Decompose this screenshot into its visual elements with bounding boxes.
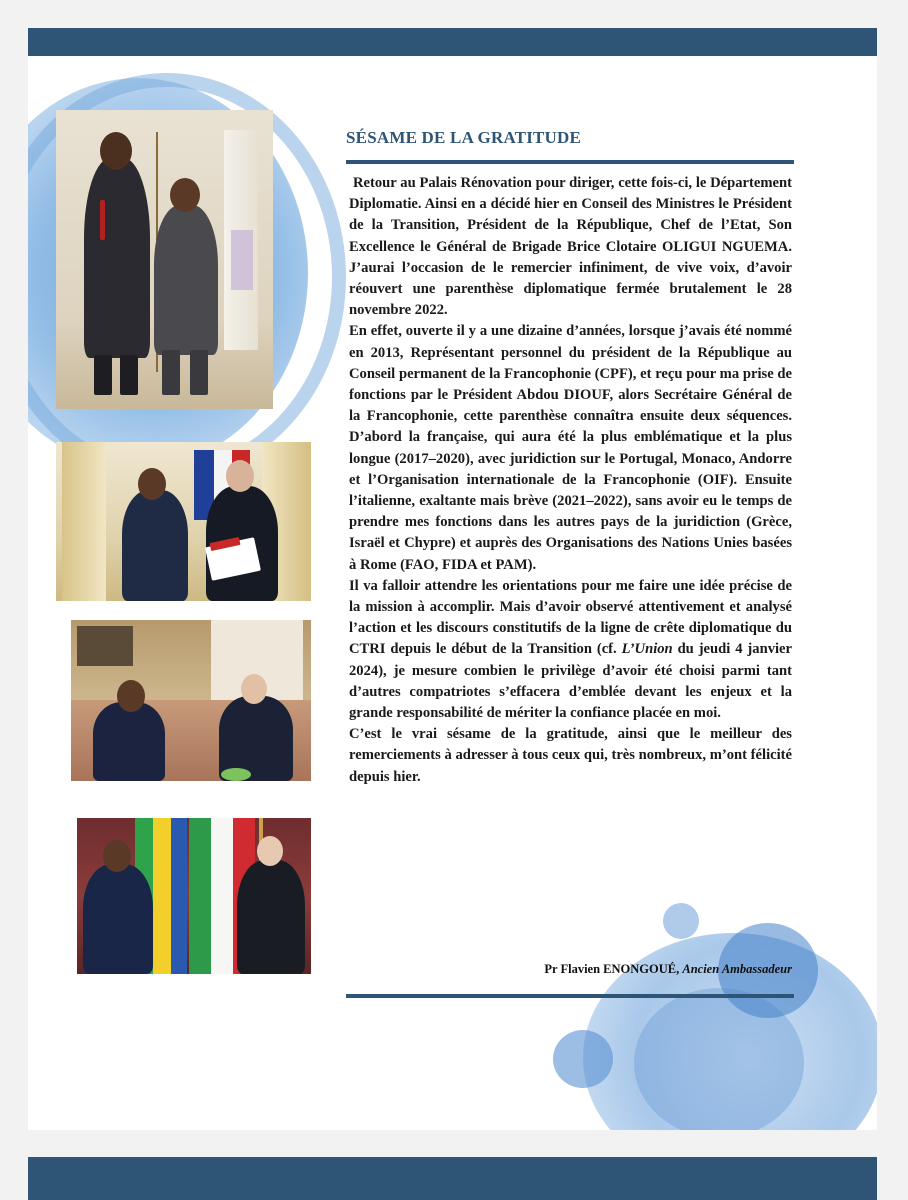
- footer-bar: [28, 1157, 877, 1200]
- paragraph-3-start: Il va falloir attendre les orientations pour me faire une idée précise de la mission à accomplir. Mais d’avoir observé attentivement et analysé l’action et les discours constitutifs de la ligne de crête diplomatique du CTRI depuis le début de la Transition (cf.: [349, 577, 792, 658]
- photo-two-men-standing: [56, 110, 273, 409]
- paragraph-1: Retour au Palais Rénovation pour diriger, cette fois-ci, le Département Diplomatie. Ainsi en a décidé hier en Conseil des Ministres le Président de la Transition, Président de la République, Chef de l’Etat, Son Excellence le Général de Brigade Brice Clotaire OLIGUI NGUEMA. J’aurai l’occasion de le remercier infiniment, de vive voix, d’avoir réouvert une parenthèse diplomatique fermée brutalement le 28 novembre 2022.: [349, 175, 792, 319]
- header-bar: [28, 28, 877, 56]
- photo-italy-flags: [77, 818, 311, 974]
- decorative-bubble-left: [553, 1030, 613, 1088]
- paragraph-4: C’est le vrai sésame de la gratitude, ainsi que le meilleur des remerciements à adresser à tous ceux qui, très nombreux, m’ont félicité depuis hier.: [349, 726, 792, 785]
- signature-divider: [346, 994, 794, 998]
- paragraph-3-end: du jeudi 4 janvier 2024), je mesure combien le privilège d’avoir été choisi parmi tant d’autres compatriotes s’effacera d’emblée devant les enjeux et la grande responsabilité de mériter la confiance placée en moi.: [349, 641, 792, 722]
- article-title: SÉSAME DE LA GRATITUDE: [346, 128, 582, 147]
- author-signature: [346, 962, 792, 977]
- photo-seated-meeting: [71, 620, 311, 781]
- decorative-bubble-small: [663, 903, 699, 939]
- document-page: [28, 28, 877, 1130]
- article-body: [349, 173, 792, 788]
- paragraph-2: En effet, ouverte il y a une dizaine d’années, lorsque j’avais été nommé en 2013, Représentant personnel du président de la République au Conseil permanent de la Francophonie (CPF), et reçu pour ma prise de fonctions par le Président Abdou DIOUF, alors Secrétaire Général de la Francophonie, cette parenthèse connaîtra ensuite deux séquences. D’abord la française, qui aura été la plus emblématique et la plus longue (2017–2020), avec juridiction sur le Portugal, Monaco, Andorre et l’Organisation internationale de la Francophonie (OIF). Ensuite l’italienne, exaltante mais brève (2021–2022), sans avoir eu le temps de prendre mes fonctions dans les autres pays de la juridiction (Grèce, Israël et Chypre) et auprès des Organisations des Nations Unies basées à Rome (FAO, FIDA et PAM).: [349, 323, 792, 573]
- author-role: Ancien Ambassadeur: [682, 962, 792, 976]
- photo-handshake-palace: [56, 442, 311, 601]
- paragraph-3: [349, 576, 792, 724]
- title-divider: [346, 160, 794, 164]
- newspaper-title: L’Union: [621, 641, 673, 658]
- author-name: Pr Flavien ENONGOUÉ,: [544, 962, 683, 976]
